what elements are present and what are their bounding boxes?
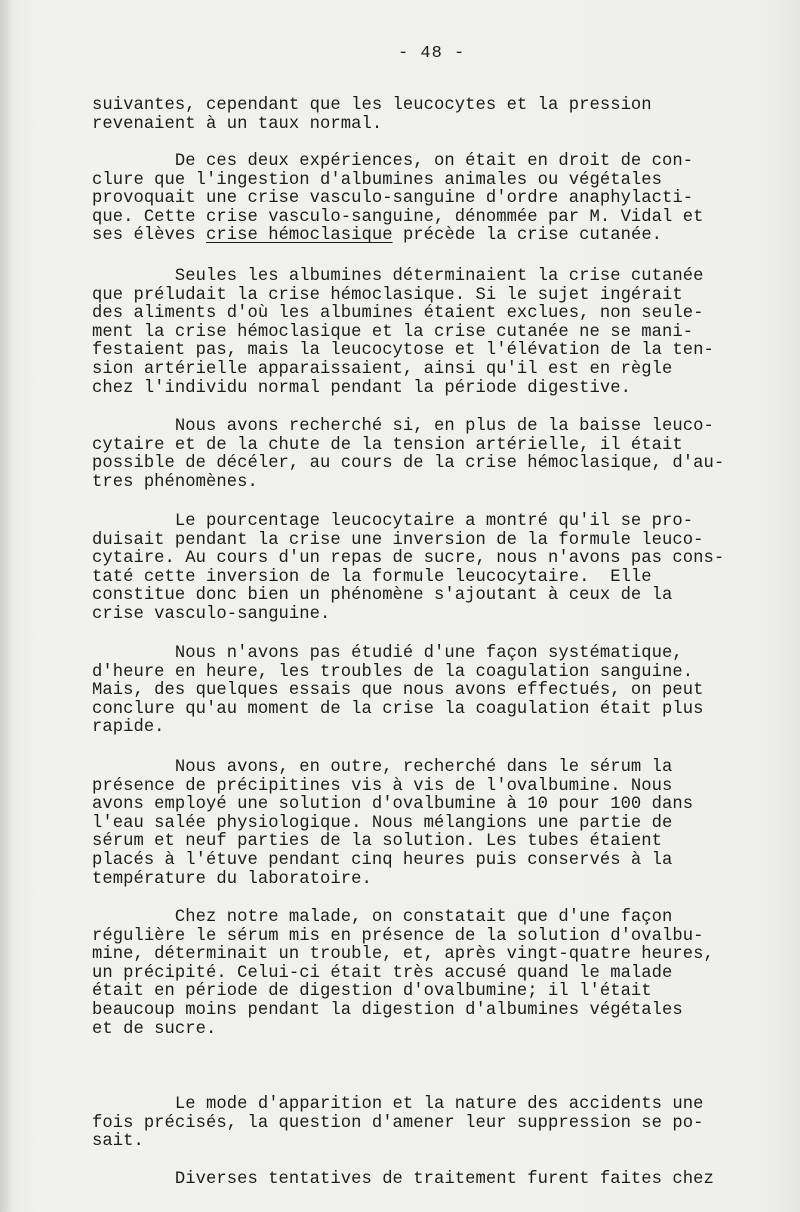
paragraph-1: suivantes, cependant que les leucocytes et la pression revenaient à un taux normal. (92, 96, 652, 134)
paragraph-8: Chez notre malade, on constatait que d'une façon régulière le sérum mis en présence de la solution d'ovalbu- mine, déterminait un trouble, et, après vingt-quatre heures, un précipité. Celui-ci était très accusé quand le malade était en période de digestion d'ovalbumine; il l'était beaucoup moins pendant la digestion d'albumines végétales et de sucre. (92, 908, 714, 1039)
paragraph-7: Nous avons, en outre, recherché dans le sérum la présence de précipitines vis à vis de l'ovalbumine. Nous avons employé une solution d'ovalbumine à 10 pour 100 dans l'eau salée physiologique. Nous mélangions une partie de sérum et neuf parties de la solution. Les tubes étaient placés à l'étuve pendant cinq heures puis conservés à la température du laboratoire. (92, 758, 694, 889)
paragraph-5: Le pourcentage leucocytaire a montré qu'il se pro- duisait pendant la crise une inversion de la formule leuco- cytaire. Au cours d'un repas de sucre, nous n'avons pas cons- taté cette inversion de la formule leucocytaire. Elle constitue donc bien un phénomène s'ajoutant à ceux de la crise vasculo-sanguine. (92, 512, 725, 624)
paragraph-4: Nous avons recherché si, en plus de la baisse leuco- cytaire et de la chute de la tension artérielle, il était possible de décéler, au cours de la crise hémoclasique, d'au- tres phénomènes. (92, 417, 725, 492)
paragraph-3: Seules les albumines déterminaient la crise cutanée que préludait la crise hémoclasique. Si le sujet ingérait des aliments d'où les albumines étaient exclues, non seule- ment la crise hémoclasique et la crise cutanée ne se mani- festaient pas, mais la leucocytose et l'élévation de la ten- sion artérielle apparaissaient, ainsi qu'il est en règle chez l'individu normal pendant la période digestive. (92, 267, 714, 398)
paragraph-6: Nous n'avons pas étudié d'une façon systématique, d'heure en heure, les troubles de la coagulation sanguine. Mais, des quelques essais que nous avons effectués, on peut conclure qu'au moment de la crise la coagulation était plus rapide. (92, 644, 704, 738)
paragraph-10: Diverses tentatives de traitement furent faites chez (92, 1170, 714, 1189)
underlined-term: crise hémoclasique (206, 226, 393, 246)
paragraph-9: Le mode d'apparition et la nature des accidents une fois précisés, la question d'amener leur suppression se po- sait. (92, 1095, 704, 1152)
page-number: - 48 - (398, 44, 466, 63)
paragraph-2: De ces deux expériences, on était en droit de con- clure que l'ingestion d'albumines animales ou végétales provoquait une crise vasculo-sanguine d'ordre anaphylacti- que. Cette crise vasculo-sanguine, dénommée par M. Vidal et ses élèves crise hémoclasique précède la crise cutanée. (92, 152, 704, 246)
